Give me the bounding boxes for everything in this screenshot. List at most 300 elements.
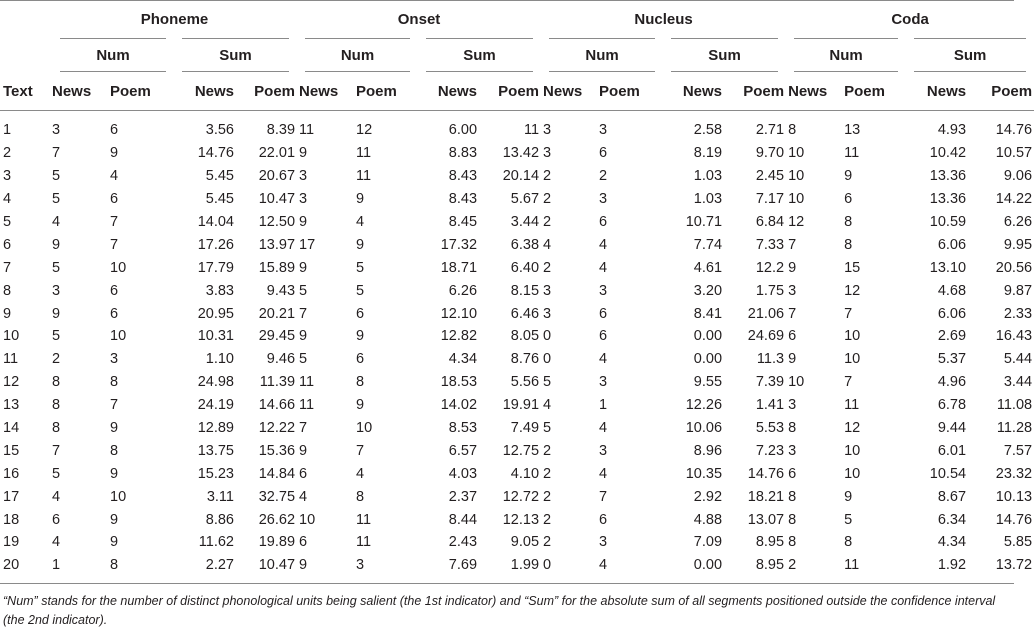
table-cell: 5 <box>356 259 365 276</box>
table-cell: 17 <box>299 236 316 253</box>
col-header-news: News <box>194 82 234 100</box>
table-cell: 8 <box>844 214 853 230</box>
table-cell: 8 <box>110 557 119 574</box>
table-cell: 6 <box>110 282 119 299</box>
table-cell: 3.11 <box>206 488 234 505</box>
table-cell: 10 <box>788 374 805 391</box>
table-row <box>0 256 1034 279</box>
table-cell: 11 <box>299 374 315 391</box>
table-cell: 6 <box>356 305 365 322</box>
table-cell: 6 <box>299 534 308 551</box>
table-cell: 2 <box>543 214 552 230</box>
table-cell: 2.45 <box>755 168 785 185</box>
table-cell: 10 <box>356 420 373 437</box>
table-cell: 14.76 <box>747 465 785 482</box>
table-cell: 3 <box>599 282 608 299</box>
table-cell: 9 <box>110 145 119 162</box>
table-cell: 7 <box>356 442 365 459</box>
subgroup-bottom-line <box>914 71 1026 72</box>
table-cell: 4.34 <box>448 351 478 368</box>
table-cell: 2 <box>543 168 552 185</box>
table-cell: 13.07 <box>747 511 785 528</box>
table-cell: 12.82 <box>440 328 478 345</box>
col-header-poem: Poem <box>844 82 885 100</box>
table-cell: 7 <box>844 374 853 391</box>
table-cell: 3.83 <box>205 282 234 299</box>
table-cell: 4 <box>599 259 608 276</box>
table-cell: 8 <box>788 511 797 528</box>
table-cell: 2.71 <box>755 122 785 139</box>
table-cell: 3 <box>543 145 552 162</box>
table-cell: 12.2 <box>755 259 785 276</box>
row-label-cell: 5 <box>3 214 12 230</box>
table-cell: 17.26 <box>197 236 234 253</box>
row-label-cell: 18 <box>3 511 20 528</box>
bottom-rule <box>0 583 1014 584</box>
subgroup-bottom-line <box>794 71 898 72</box>
subgroup-bottom-line <box>549 71 655 72</box>
table-cell: 5 <box>543 374 552 391</box>
table-cell: 3 <box>543 122 552 139</box>
table-cell: 9 <box>356 191 365 208</box>
table-cell: 8.43 <box>448 168 478 185</box>
table-cell: 11.39 <box>259 374 296 391</box>
col-header-poem: Poem <box>991 82 1033 100</box>
table-cell: 17.79 <box>197 259 234 276</box>
table-cell: 7.09 <box>693 534 723 551</box>
table-cell: 18.21 <box>747 488 785 505</box>
table-cell: 10.57 <box>995 145 1033 162</box>
col-header-poem: Poem <box>599 82 640 100</box>
table-cell: 11 <box>356 511 372 528</box>
table-cell: 6.06 <box>937 305 967 322</box>
table-cell: 22.01 <box>258 145 296 162</box>
table-cell: 5 <box>299 282 308 299</box>
table-cell: 10.31 <box>197 328 234 345</box>
table-cell: 5 <box>52 465 61 482</box>
table-row <box>0 371 1034 394</box>
subgroup-underline <box>60 38 166 39</box>
table-cell: 9.95 <box>1003 236 1033 253</box>
table-cell: 8.15 <box>510 282 540 299</box>
table-cell: 9 <box>299 442 308 459</box>
table-cell: 1 <box>599 397 608 414</box>
table-cell: 13.10 <box>929 259 967 276</box>
table-cell: 9 <box>110 511 119 528</box>
table-cell: 2 <box>543 488 552 505</box>
table-cell: 4 <box>52 214 61 230</box>
table-cell: 3 <box>599 534 608 551</box>
table-row <box>0 531 1034 554</box>
table-cell: 6.00 <box>448 122 478 139</box>
table-cell: 13.75 <box>197 442 234 459</box>
table-cell: 20.67 <box>258 168 296 185</box>
table-cell: 14.02 <box>440 397 478 414</box>
table-cell: 2 <box>788 557 797 574</box>
table-cell: 5.45 <box>205 191 234 208</box>
table-cell: 5.44 <box>1003 351 1033 368</box>
table-cell: 6.06 <box>937 236 967 253</box>
table-cell: 12.10 <box>440 305 478 322</box>
table-cell: 8.05 <box>510 328 540 345</box>
subgroup-bottom-line <box>182 71 289 72</box>
subgroup-header-sum: Sum <box>663 38 786 72</box>
table-cell: 8 <box>52 374 61 391</box>
table-cell: 2 <box>543 534 552 551</box>
col-header-news: News <box>682 82 723 100</box>
table-cell: 9.46 <box>266 351 296 368</box>
table-cell: 2.43 <box>448 534 478 551</box>
table-cell: 8 <box>356 374 365 391</box>
table-cell: 6.46 <box>510 305 540 322</box>
table-cell: 2.92 <box>693 488 723 505</box>
table-cell: 11.62 <box>198 534 234 551</box>
table-cell: 7 <box>52 145 61 162</box>
table-cell: 1 <box>52 557 61 574</box>
table-row <box>0 142 1034 165</box>
table-cell: 29.45 <box>258 328 296 345</box>
table-cell: 2 <box>52 351 61 368</box>
table-cell: 15.89 <box>258 259 296 276</box>
table-body <box>0 111 1034 577</box>
table-row <box>0 348 1034 371</box>
table-cell: 6.84 <box>755 214 785 230</box>
table-cell: 0.00 <box>693 351 723 368</box>
table-cell: 0.00 <box>693 328 723 345</box>
table-cell: 9 <box>299 328 308 345</box>
table-cell: 9 <box>844 488 853 505</box>
table-cell: 4 <box>356 465 365 482</box>
table-cell: 7 <box>110 236 119 253</box>
table-cell: 7.17 <box>755 191 785 208</box>
table-cell: 8 <box>110 442 119 459</box>
table-cell: 18.71 <box>440 259 478 276</box>
table-cell: 5 <box>52 191 61 208</box>
table-cell: 8.67 <box>937 488 967 505</box>
table-cell: 15 <box>844 259 861 276</box>
table-cell: 1.03 <box>693 168 723 185</box>
table-cell: 1.03 <box>693 191 723 208</box>
col-header-news: News <box>788 82 828 100</box>
table-cell: 2.33 <box>1003 305 1033 322</box>
row-label-cell: 14 <box>3 420 20 437</box>
table-cell: 4 <box>599 351 608 368</box>
table-cell: 5 <box>543 420 552 437</box>
table-cell: 6.40 <box>510 259 540 276</box>
table-cell: 4.34 <box>937 534 967 551</box>
table-cell: 4 <box>543 236 552 253</box>
table-cell: 7 <box>788 236 797 253</box>
table-cell: 9.43 <box>266 282 296 299</box>
group-header-coda: Coda <box>891 10 929 28</box>
subgroup-bottom-line <box>671 71 778 72</box>
table-cell: 5 <box>52 259 61 276</box>
table-cell: 10.13 <box>995 488 1033 505</box>
table-cell: 3 <box>299 168 308 185</box>
table-cell: 4 <box>599 465 608 482</box>
subgroup-header-sum: Sum <box>174 38 297 72</box>
table-cell: 10 <box>844 351 861 368</box>
table-cell: 10.35 <box>685 465 723 482</box>
table-cell: 12.26 <box>685 397 723 414</box>
subgroup-header-num: Num <box>52 38 174 72</box>
subgroup-bottom-line <box>426 71 533 72</box>
table-row <box>0 462 1034 485</box>
row-label-cell: 17 <box>3 488 20 505</box>
table-cell: 6.34 <box>937 511 967 528</box>
row-label-cell: 1 <box>3 122 12 139</box>
subgroup-header-num: Num <box>297 38 418 72</box>
table-cell: 10 <box>788 145 805 162</box>
table-cell: 4.93 <box>937 122 967 139</box>
table-cell: 7 <box>110 214 119 230</box>
table-cell: 10.59 <box>929 214 967 230</box>
col-header-poem: Poem <box>254 82 296 100</box>
group-header-onset: Onset <box>397 10 441 28</box>
table-cell: 19.91 <box>502 397 540 414</box>
table-cell: 8 <box>844 534 853 551</box>
table-cell: 9 <box>299 214 308 230</box>
table-cell: 5 <box>52 328 61 345</box>
table-cell: 7.74 <box>693 236 723 253</box>
table-cell: 11 <box>356 534 372 551</box>
table-cell: 9.70 <box>755 145 785 162</box>
table-cell: 12.75 <box>502 442 540 459</box>
table-cell: 10 <box>110 259 127 276</box>
table-cell: 7 <box>110 397 119 414</box>
table-cell: 3.44 <box>1003 374 1033 391</box>
subgroup-underline <box>182 38 289 39</box>
table-cell: 6.57 <box>448 442 478 459</box>
table-cell: 20.56 <box>995 259 1033 276</box>
table-row <box>0 417 1034 440</box>
table-cell: 10.47 <box>258 191 296 208</box>
table-cell: 8 <box>788 534 797 551</box>
table-cell: 4.96 <box>937 374 967 391</box>
table-cell: 6 <box>599 511 608 528</box>
table-cell: 1.75 <box>755 282 785 299</box>
subgroup-underline <box>794 38 898 39</box>
table-cell: 9 <box>52 236 61 253</box>
table-row <box>0 439 1034 462</box>
table-cell: 7 <box>599 488 608 505</box>
table-cell: 5.85 <box>1003 534 1033 551</box>
table-cell: 3 <box>599 122 608 139</box>
table-cell: 8.96 <box>693 442 723 459</box>
table-cell: 7 <box>788 305 797 322</box>
table-cell: 0.00 <box>693 557 723 574</box>
table-cell: 3 <box>543 305 552 322</box>
subgroup-header-sum: Sum <box>418 38 541 72</box>
table-cell: 6.38 <box>510 236 540 253</box>
table-cell: 2.69 <box>937 328 967 345</box>
table-cell: 7.69 <box>448 557 478 574</box>
table-cell: 20.14 <box>502 168 540 185</box>
table-cell: 14.66 <box>258 397 296 414</box>
table-cell: 6 <box>599 328 608 345</box>
table-cell: 8.53 <box>448 420 478 437</box>
table-cell: 0 <box>543 351 552 368</box>
table-cell: 8.19 <box>693 145 723 162</box>
table-cell: 13.36 <box>929 168 967 185</box>
subgroup-header-num: Num <box>786 38 906 72</box>
row-label-cell: 7 <box>3 259 12 276</box>
table-cell: 24.19 <box>197 397 234 414</box>
table-cell: 8.43 <box>448 191 478 208</box>
table-cell: 3 <box>356 557 365 574</box>
table-cell: 6 <box>599 305 608 322</box>
table-cell: 7.33 <box>755 236 785 253</box>
col-header-poem: Poem <box>356 82 397 100</box>
table-cell: 1.92 <box>937 557 967 574</box>
table-cell: 10.47 <box>258 557 296 574</box>
table-cell: 10 <box>110 488 127 505</box>
table-cell: 13.72 <box>995 557 1033 574</box>
subgroup-underline <box>549 38 655 39</box>
table-cell: 12.72 <box>502 488 540 505</box>
table-cell: 2.27 <box>205 557 234 574</box>
subgroup-underline <box>426 38 533 39</box>
table-cell: 8 <box>110 374 119 391</box>
table-cell: 5 <box>844 511 853 528</box>
col-header-news: News <box>437 82 478 100</box>
table-cell: 16.43 <box>995 328 1033 345</box>
table-cell: 0 <box>543 328 552 345</box>
table-cell: 9 <box>299 557 308 574</box>
col-header-news: News <box>543 82 583 100</box>
table-cell: 3 <box>599 191 608 208</box>
table-cell: 6 <box>599 145 608 162</box>
table-cell: 24.69 <box>747 328 785 345</box>
table-cell: 13.97 <box>258 236 296 253</box>
table-cell: 4 <box>599 236 608 253</box>
table-cell: 9 <box>788 351 797 368</box>
table-cell: 11.3 <box>756 351 785 368</box>
table-cell: 3.56 <box>205 122 234 139</box>
table-cell: 7 <box>52 442 61 459</box>
table-cell: 4 <box>299 488 308 505</box>
table-cell: 13 <box>844 122 861 139</box>
table-cell: 12.22 <box>258 420 296 437</box>
group-header-phoneme: Phoneme <box>140 10 209 28</box>
table-cell: 4.88 <box>693 511 723 528</box>
table-cell: 9.44 <box>937 420 967 437</box>
table-cell: 8.41 <box>693 305 723 322</box>
table-cell: 5.53 <box>755 420 785 437</box>
table-cell: 12 <box>844 282 861 299</box>
table-cell: 7 <box>299 305 308 322</box>
col-header-poem: Poem <box>498 82 540 100</box>
table-cell: 10.71 <box>685 214 723 230</box>
row-label-cell: 15 <box>3 442 20 459</box>
table-cell: 8 <box>844 236 853 253</box>
table-cell: 8.44 <box>448 511 478 528</box>
table-row <box>0 233 1034 256</box>
row-label-cell: 16 <box>3 465 20 482</box>
table-cell: 18.53 <box>440 374 478 391</box>
table-cell: 12.89 <box>197 420 234 437</box>
row-label-cell: 20 <box>3 557 20 574</box>
table-cell: 9 <box>788 259 797 276</box>
table-cell: 4 <box>599 420 608 437</box>
table-cell: 7 <box>299 420 308 437</box>
table-cell: 2 <box>599 168 608 185</box>
table-cell: 7 <box>844 305 853 322</box>
table-cell: 13.36 <box>929 191 967 208</box>
table-cell: 11.28 <box>996 420 1033 437</box>
table-cell: 10 <box>844 465 861 482</box>
table-cell: 1.10 <box>205 351 234 368</box>
table-cell: 11.08 <box>996 397 1033 414</box>
group-header-nucleus: Nucleus <box>634 10 693 28</box>
table-cell: 6 <box>788 328 797 345</box>
col-header-news: News <box>299 82 339 100</box>
table-cell: 8 <box>788 420 797 437</box>
table-cell: 3 <box>52 282 61 299</box>
table-cell: 21.06 <box>747 305 785 322</box>
table-cell: 11 <box>844 557 860 574</box>
table-cell: 23.32 <box>995 465 1033 482</box>
table-cell: 2 <box>543 465 552 482</box>
col-header-poem: Poem <box>110 82 151 100</box>
table-cell: 8.95 <box>755 534 785 551</box>
table-footnote: “Num” stands for the number of distinct phonological units being salient (the 1st indicator) and “Sum” for the absolute sum of all segments positioned outside the confidence interval (the 2nd indicator). <box>3 594 996 627</box>
table-cell: 2 <box>543 191 552 208</box>
table-cell: 5.67 <box>510 191 540 208</box>
table-cell: 6 <box>356 351 365 368</box>
table-cell: 2.58 <box>693 122 723 139</box>
table-cell: 10.42 <box>929 145 967 162</box>
col-header-news: News <box>926 82 967 100</box>
table-row <box>0 394 1034 417</box>
table-cell: 7.23 <box>755 442 785 459</box>
table-cell: 9 <box>356 236 365 253</box>
table-cell: 17.32 <box>440 236 478 253</box>
table-row <box>0 485 1034 508</box>
table-cell: 3 <box>110 351 119 368</box>
table-cell: 4 <box>543 397 552 414</box>
table-cell: 8 <box>788 488 797 505</box>
table-cell: 10 <box>299 511 316 528</box>
table-cell: 3 <box>599 374 608 391</box>
table-cell: 6 <box>110 122 119 139</box>
table-cell: 3.20 <box>693 282 723 299</box>
table-cell: 5.37 <box>937 351 967 368</box>
row-label-cell: 10 <box>3 328 20 345</box>
table-cell: 8.95 <box>755 557 785 574</box>
table-cell: 9.87 <box>1003 282 1033 299</box>
table-cell: 9 <box>110 534 119 551</box>
table-cell: 6 <box>844 191 853 208</box>
row-label-cell: 11 <box>3 351 19 368</box>
table-cell: 3 <box>599 442 608 459</box>
table-cell: 5 <box>356 282 365 299</box>
table-cell: 8 <box>788 122 797 139</box>
table-cell: 24.98 <box>197 374 234 391</box>
table-cell: 5 <box>299 351 308 368</box>
table-cell: 6 <box>299 465 308 482</box>
table-cell: 8 <box>52 420 61 437</box>
table-cell: 8 <box>356 488 365 505</box>
table-cell: 9 <box>356 397 365 414</box>
table-cell: 4 <box>52 534 61 551</box>
table-cell: 8.39 <box>266 122 296 139</box>
table-cell: 4 <box>356 214 365 230</box>
table-cell: 8.83 <box>448 145 478 162</box>
row-label-cell: 19 <box>3 534 20 551</box>
table-cell: 11 <box>356 145 372 162</box>
table-cell: 4.03 <box>448 465 478 482</box>
